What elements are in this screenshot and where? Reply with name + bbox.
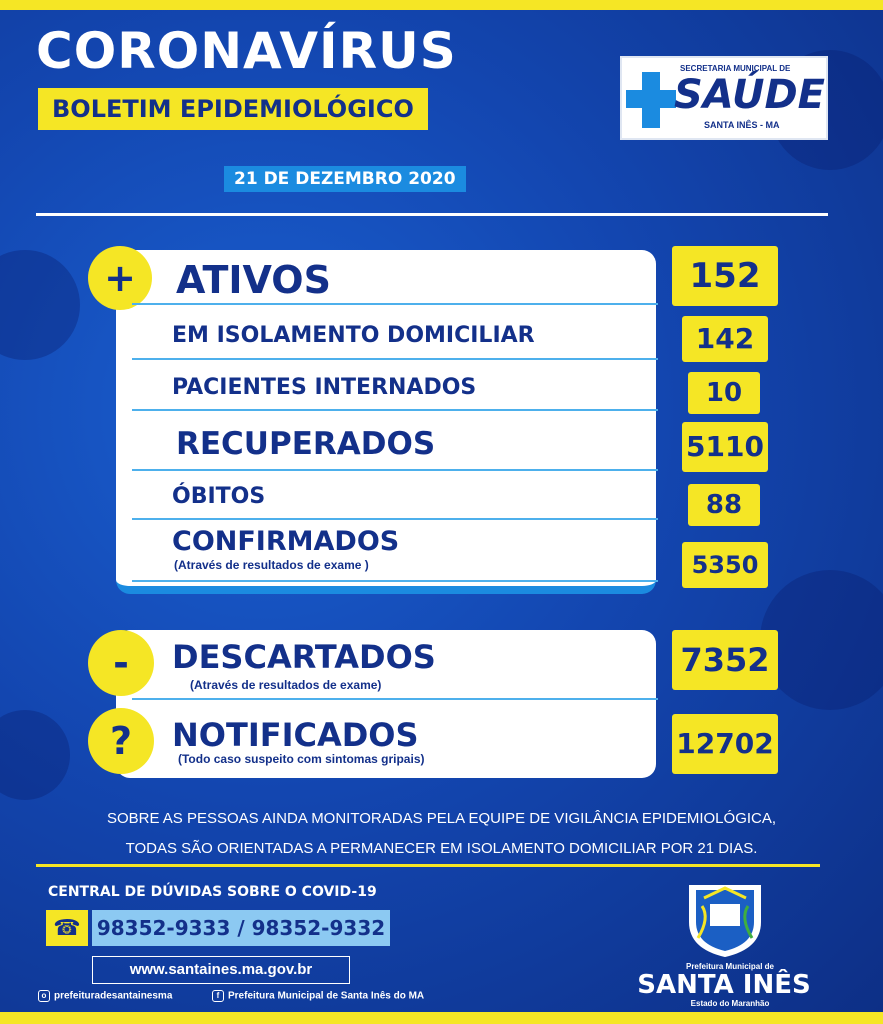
facebook-link[interactable] xyxy=(212,990,424,1002)
descartados-note: (Através de resultados de exame) xyxy=(190,678,382,692)
facebook-icon: f xyxy=(212,990,224,1002)
virus-decoration xyxy=(0,250,80,360)
prefeitura-state: Estado do Maranhão xyxy=(690,999,770,1008)
row-divider xyxy=(132,469,658,471)
facebook-name: Prefeitura Municipal de Santa Inês do MA xyxy=(228,990,425,1002)
stat-label-recuperados: RECUPERADOS xyxy=(176,426,436,462)
phone-numbers[interactable]: 98352-9333 / 98352-9332 xyxy=(92,910,390,946)
notificados-label: NOTIFICADOS xyxy=(172,716,419,754)
instagram-handle: prefeituradesantainesma xyxy=(54,990,173,1002)
stat-label-isolamento: EM ISOLAMENTO DOMICILIAR xyxy=(172,323,535,348)
virus-decoration xyxy=(0,710,70,800)
page-title: CORONAVÍRUS xyxy=(36,22,457,80)
saude-logo xyxy=(620,56,828,140)
plus-icon: + xyxy=(88,246,152,310)
question-icon: ? xyxy=(88,708,154,774)
stat-label-obitos: ÓBITOS xyxy=(172,484,266,509)
notificados-note: (Todo caso suspeito com sintomas gripais) xyxy=(178,752,425,766)
info-line-2: TODAS SÃO ORIENTADAS A PERMANECER EM ISOLAMENTO DOMICILIAR POR 21 DIAS. xyxy=(125,840,758,857)
stat-label-confirmados: CONFIRMADOS xyxy=(172,526,400,557)
prefeitura-small: Prefeitura Municipal de xyxy=(685,962,775,971)
logo-secretaria: SECRETARIA MUNICIPAL DE xyxy=(680,64,791,73)
info-line-1: SOBRE AS PESSOAS AINDA MONITORADAS PELA EQUIPE DE VIGILÂNCIA EPIDEMIOLÓGICA, xyxy=(106,810,777,827)
stat-value-internados: 10 xyxy=(688,372,760,414)
stat-value-confirmados: 5350 xyxy=(682,542,768,588)
row-divider xyxy=(132,303,658,305)
logo-name: SAÚDE xyxy=(674,72,825,118)
logo-city: SANTA INÊS - MA xyxy=(704,120,780,130)
row-divider xyxy=(132,409,658,411)
instagram-icon: o xyxy=(38,990,50,1002)
virus-decoration xyxy=(760,570,883,710)
stat-label-ativos: ATIVOS xyxy=(176,258,331,302)
city-crest-icon xyxy=(680,878,770,958)
row-divider xyxy=(132,698,658,700)
instagram-link[interactable] xyxy=(38,990,172,1002)
stat-label-internados: PACIENTES INTERNADOS xyxy=(172,375,477,400)
descartados-value: 7352 xyxy=(672,630,778,690)
row-divider xyxy=(132,358,658,360)
prefeitura-name: SANTA INÊS xyxy=(637,970,811,1000)
header-divider xyxy=(36,213,828,216)
bulletin-date: 21 DE DEZEMBRO 2020 xyxy=(224,166,466,192)
descartados-label: DESCARTADOS xyxy=(172,638,436,676)
row-divider xyxy=(132,518,658,520)
phone-icon: ☎ xyxy=(46,910,88,946)
minus-icon: - xyxy=(88,630,154,696)
website-link[interactable]: www.santaines.ma.gov.br xyxy=(92,956,350,984)
row-divider xyxy=(132,580,658,582)
stat-value-recuperados: 5110 xyxy=(682,422,768,472)
cross-icon-bar xyxy=(626,90,676,108)
notificados-value: 12702 xyxy=(672,714,778,774)
page-subtitle: BOLETIM EPIDEMIOLÓGICO xyxy=(38,88,428,130)
stat-value-obitos: 88 xyxy=(688,484,760,526)
stat-value-ativos: 152 xyxy=(672,246,778,306)
central-duvidas: CENTRAL DE DÚVIDAS SOBRE O COVID-19 xyxy=(48,884,377,900)
footer-divider xyxy=(36,864,820,867)
stat-note-confirmados: (Através de resultados de exame ) xyxy=(174,558,369,572)
stat-value-isolamento: 142 xyxy=(682,316,768,362)
